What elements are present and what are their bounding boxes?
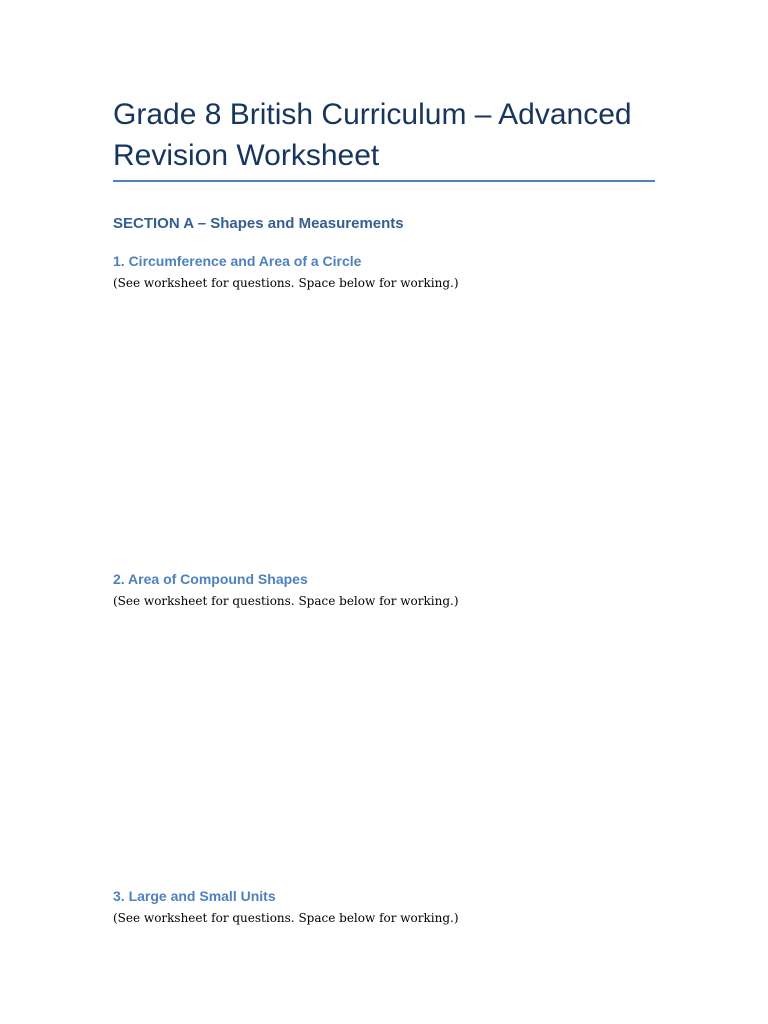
question-3-heading: 3. Large and Small Units [113, 888, 276, 904]
title-underline-divider [113, 180, 655, 182]
question-1-note: (See worksheet for questions. Space below for working.) [113, 276, 459, 290]
section-a-heading: SECTION A – Shapes and Measurements [113, 215, 404, 232]
question-3-note: (See worksheet for questions. Space below for working.) [113, 911, 459, 925]
question-2-note: (See worksheet for questions. Space below for working.) [113, 594, 459, 608]
question-1-heading: 1. Circumference and Area of a Circle [113, 253, 362, 269]
document-title: Grade 8 British Curriculum – Advanced Revision Worksheet [113, 98, 632, 172]
question-2-heading: 2. Area of Compound Shapes [113, 571, 308, 587]
